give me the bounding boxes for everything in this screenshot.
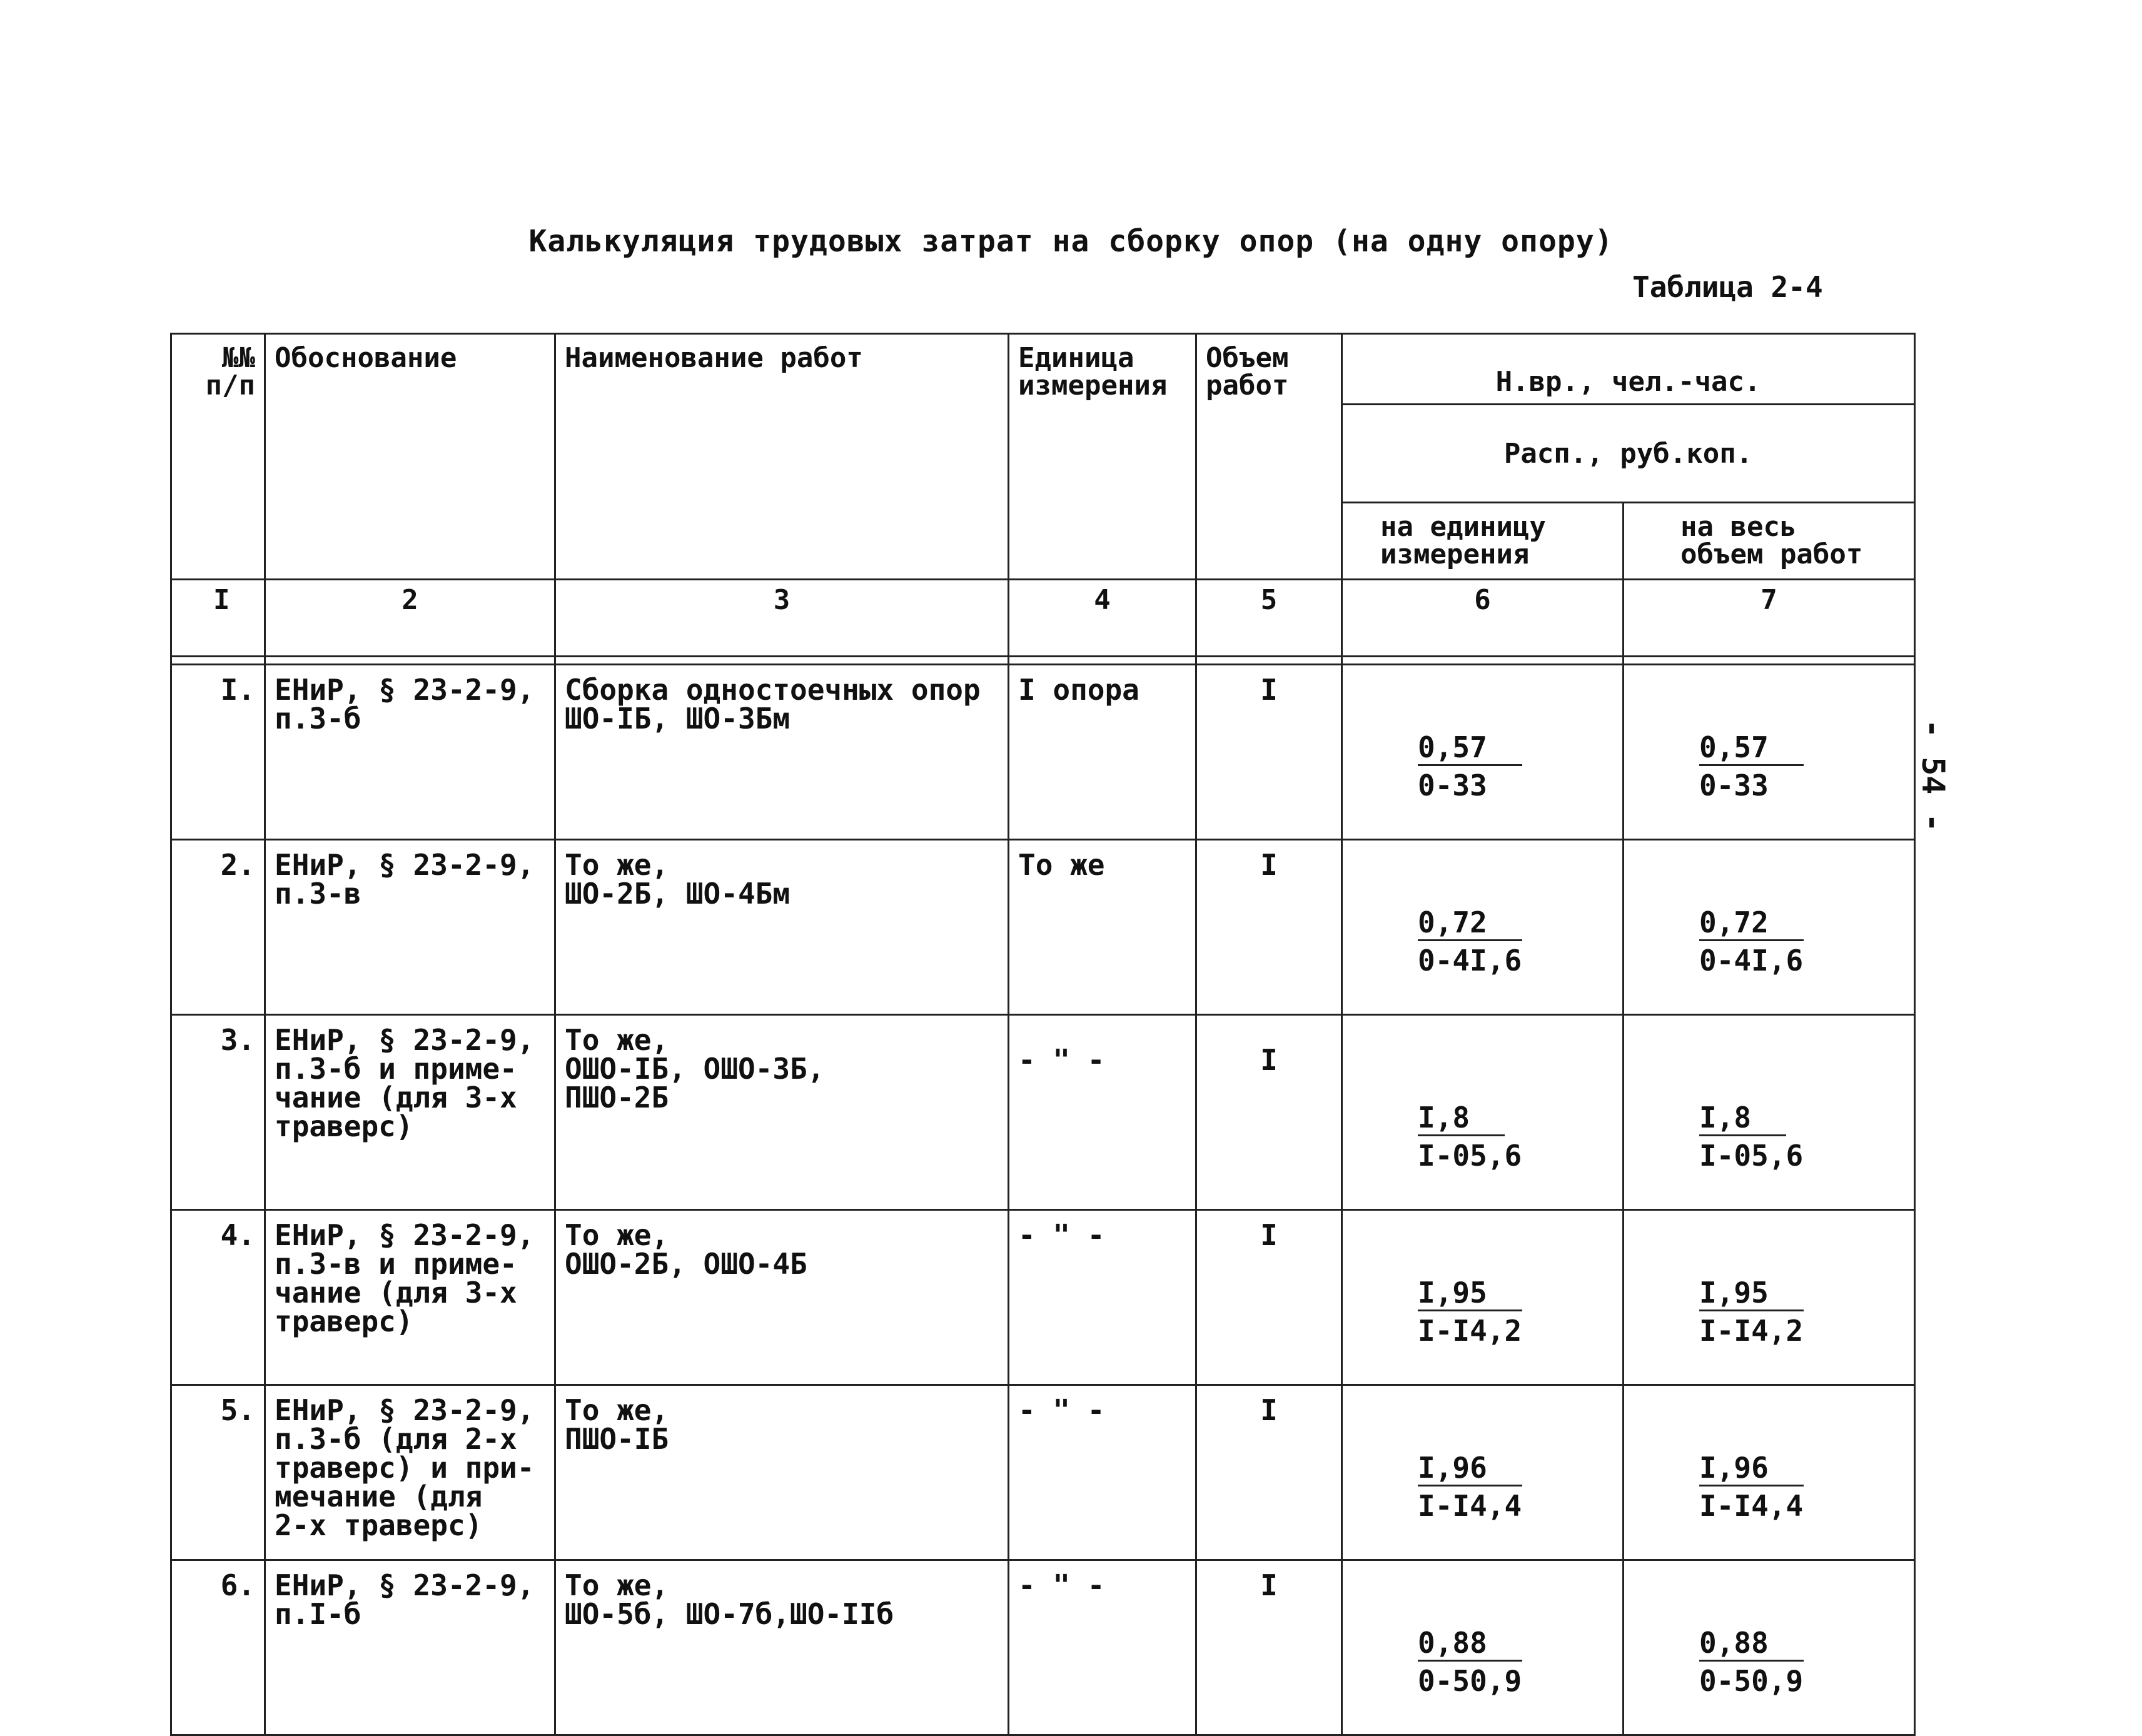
row-basis: ЕНиР, § 23-2-9, п.3-б (для 2-х траверс) и при- мечание (для 2-х траверс)	[265, 1385, 555, 1560]
header-row-number: №№ п/п	[171, 334, 265, 580]
table-row	[171, 1385, 1915, 1560]
row-unit: - " -	[1009, 1385, 1196, 1560]
row-per-unit-value	[1342, 840, 1624, 1015]
spacer-cell	[1624, 657, 1915, 665]
price: I-I4,2	[1418, 1314, 1522, 1348]
row-volume: I	[1196, 1210, 1342, 1385]
row-per-unit-value	[1342, 1385, 1624, 1560]
row-basis: ЕНиР, § 23-2-9, п.3-б и приме- чание (для 3-х траверс)	[265, 1015, 555, 1210]
fraction	[1418, 1425, 1522, 1549]
labor-norm: 0,57	[1418, 733, 1522, 766]
price: I-I4,2	[1699, 1314, 1804, 1348]
row-total-value	[1624, 840, 1915, 1015]
row-per-unit-value	[1342, 1210, 1624, 1385]
row-unit: I опора	[1009, 665, 1196, 840]
header-total: на весь объем работ	[1624, 503, 1915, 580]
labor-cost-table	[170, 333, 1914, 1736]
header-volume: Объем работ	[1196, 334, 1342, 580]
row-per-unit-value	[1342, 1015, 1624, 1210]
row-per-unit-value	[1342, 665, 1624, 840]
table-row	[171, 1210, 1915, 1385]
table-row	[171, 1560, 1915, 1735]
fraction	[1699, 879, 1804, 1004]
header-per-unit: на единицу измерения	[1342, 503, 1624, 580]
row-total-value	[1624, 1385, 1915, 1560]
row-basis: ЕНиР, § 23-2-9, п.3-в и приме- чание (для 3-х траверс)	[265, 1210, 555, 1385]
row-volume: I	[1196, 1560, 1342, 1735]
row-number: 5.	[171, 1385, 265, 1560]
price: I-05,6	[1699, 1139, 1804, 1173]
price: 0-33	[1699, 769, 1769, 802]
table-row	[171, 665, 1915, 840]
fraction	[1699, 1249, 1804, 1374]
fraction	[1699, 1425, 1804, 1549]
labor-norm: I,95	[1418, 1278, 1522, 1311]
price: 0-4I,6	[1418, 944, 1522, 977]
row-unit: - " -	[1009, 1210, 1196, 1385]
row-volume: I	[1196, 665, 1342, 840]
table	[170, 333, 1916, 1736]
price: 0-33	[1418, 769, 1487, 802]
column-number: 6	[1342, 580, 1624, 657]
column-number: 4	[1009, 580, 1196, 657]
labor-norm: 0,88	[1418, 1628, 1522, 1662]
header-row-1	[171, 334, 1915, 503]
fraction	[1418, 704, 1522, 829]
row-work-name: То же, ПШО-IБ	[555, 1385, 1009, 1560]
row-volume: I	[1196, 1385, 1342, 1560]
row-total-value	[1624, 1210, 1915, 1385]
row-basis: ЕНиР, § 23-2-9, п.3-б	[265, 665, 555, 840]
row-basis: ЕНиР, § 23-2-9, п.I-б	[265, 1560, 555, 1735]
fraction	[1699, 704, 1804, 829]
spacer-cell	[555, 657, 1009, 665]
row-volume: I	[1196, 1015, 1342, 1210]
price: I-I4,4	[1418, 1489, 1522, 1523]
labor-norm: I,96	[1418, 1453, 1522, 1486]
header-norm-price	[1342, 334, 1915, 503]
price: I-I4,4	[1699, 1489, 1804, 1523]
row-unit: То же	[1009, 840, 1196, 1015]
row-number: 3.	[171, 1015, 265, 1210]
spacer-row	[171, 657, 1915, 665]
column-number: 2	[265, 580, 555, 657]
price: 0-50,9	[1418, 1664, 1522, 1698]
fraction	[1418, 1074, 1522, 1199]
price: 0-4I,6	[1699, 944, 1804, 977]
row-work-name: То же, ШО-2Б, ШО-4Бм	[555, 840, 1009, 1015]
table-row	[171, 1015, 1915, 1210]
fraction	[1418, 1600, 1522, 1724]
labor-norm: I,8	[1418, 1103, 1505, 1136]
table-row	[171, 840, 1915, 1015]
labor-norm: 0,88	[1699, 1628, 1804, 1662]
spacer-cell	[265, 657, 555, 665]
column-number: 5	[1196, 580, 1342, 657]
row-unit: - " -	[1009, 1560, 1196, 1735]
column-number-row	[171, 580, 1915, 657]
price: I-05,6	[1418, 1139, 1522, 1173]
column-number: 7	[1624, 580, 1915, 657]
row-number: 4.	[171, 1210, 265, 1385]
row-per-unit-value	[1342, 1560, 1624, 1735]
header-price: Расп., руб.коп.	[1503, 438, 1753, 470]
page-title: Калькуляция трудовых затрат на сборку опор (на одну опору)	[528, 224, 1614, 259]
row-work-name: То же, ШО-5б, ШО-7б,ШО-IIб	[555, 1560, 1009, 1735]
row-number: 2.	[171, 840, 265, 1015]
row-number: I.	[171, 665, 265, 840]
fraction	[1418, 879, 1522, 1004]
labor-norm: I,8	[1699, 1103, 1786, 1136]
row-basis: ЕНиР, § 23-2-9, п.3-в	[265, 840, 555, 1015]
labor-norm: I,96	[1699, 1453, 1804, 1486]
row-total-value	[1624, 1015, 1915, 1210]
spacer-cell	[171, 657, 265, 665]
labor-norm: 0,72	[1699, 908, 1804, 941]
header-unit: Единица измерения	[1009, 334, 1196, 580]
row-work-name: Сборка одностоечных опор ШО-IБ, ШО-3Бм	[555, 665, 1009, 840]
labor-norm: 0,72	[1418, 908, 1522, 941]
spacer-cell	[1009, 657, 1196, 665]
header-basis: Обоснование	[265, 334, 555, 580]
fraction	[1699, 1074, 1803, 1199]
row-unit: - " -	[1009, 1015, 1196, 1210]
row-total-value	[1624, 1560, 1915, 1735]
labor-norm: 0,57	[1699, 733, 1804, 766]
row-work-name: То же, ОШО-IБ, ОШО-3Б, ПШО-2Б	[555, 1015, 1009, 1210]
price: 0-50,9	[1699, 1664, 1804, 1698]
spacer-cell	[1342, 657, 1624, 665]
column-number: I	[171, 580, 265, 657]
row-number: 6.	[171, 1560, 265, 1735]
fraction	[1699, 1600, 1804, 1724]
labor-norm: I,95	[1699, 1278, 1804, 1311]
fraction	[1418, 1249, 1522, 1374]
row-volume: I	[1196, 840, 1342, 1015]
row-work-name: То же, ОШО-2Б, ОШО-4Б	[555, 1210, 1009, 1385]
row-total-value	[1624, 665, 1915, 840]
header-work-name: Наименование работ	[555, 334, 1009, 580]
table-number: Таблица 2-4	[1632, 270, 1823, 304]
header-norm: Н.вр., чел.-час.	[1343, 368, 1914, 405]
page-number: - 54 -	[1915, 719, 1951, 832]
column-number: 3	[555, 580, 1009, 657]
spacer-cell	[1196, 657, 1342, 665]
